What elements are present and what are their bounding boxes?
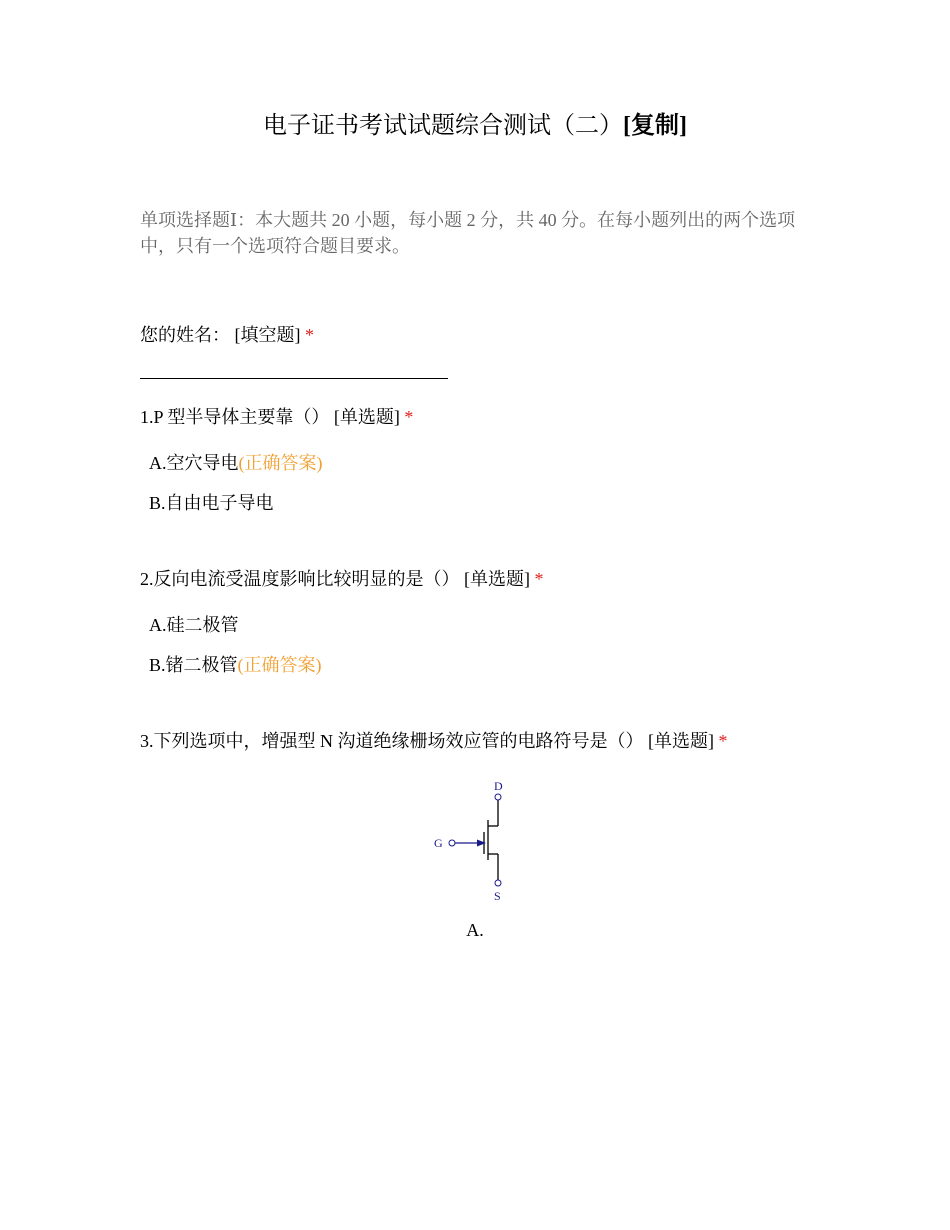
required-mark: *: [404, 407, 414, 427]
drain-terminal: [495, 794, 501, 800]
name-input[interactable]: [140, 378, 448, 379]
option-label: B.锗二极管: [149, 655, 238, 675]
option-label: A.: [466, 920, 484, 940]
question-2-text: 2.反向电流受温度影响比较明显的是（） [单选题]: [140, 569, 535, 589]
source-terminal: [495, 880, 501, 886]
question-1-option-a[interactable]: [149, 450, 323, 476]
mosfet-symbol-figure[interactable]: [430, 776, 520, 906]
option-label: A.硅二极管: [149, 615, 239, 635]
title-main: 电子证书考试试题综合测试（二）: [263, 113, 623, 139]
name-question-label: 您的姓名： [填空题]: [140, 325, 305, 345]
option-label: B.自由电子导电: [149, 493, 274, 513]
correct-answer-tag: (正确答案): [238, 453, 323, 473]
required-mark: *: [305, 325, 314, 345]
question-2-option-a[interactable]: [149, 612, 239, 638]
question-1-option-b[interactable]: [149, 490, 274, 516]
option-label: A.空穴导电: [149, 453, 239, 473]
section-intro: 单项选择题Ⅰ：本大题共 20 小题，每小题 2 分，共 40 分。在每小题列出的两个选项中，只有一个选项符合题目要求。: [140, 210, 796, 256]
required-mark: *: [718, 731, 728, 751]
gate-label: G: [434, 836, 443, 850]
drain-label: D: [494, 779, 503, 793]
question-1-text: 1.P 型半导体主要靠（） [单选题]: [140, 407, 405, 427]
question-1: [140, 404, 413, 430]
question-2: [140, 566, 544, 592]
question-3-option-a[interactable]: [0, 917, 950, 943]
question-3-text: 3.下列选项中，增强型 N 沟道绝缘栅场效应管的电路符号是（） [单选题]: [140, 731, 719, 751]
correct-answer-tag: (正确答案): [237, 655, 322, 675]
question-3: [140, 728, 727, 754]
required-mark: *: [534, 569, 544, 589]
name-question: [140, 322, 314, 348]
gate-terminal: [449, 840, 455, 846]
question-2-option-b[interactable]: [149, 652, 322, 678]
source-label: S: [494, 889, 501, 903]
page-title: [0, 110, 950, 142]
title-suffix: [复制]: [623, 113, 687, 139]
